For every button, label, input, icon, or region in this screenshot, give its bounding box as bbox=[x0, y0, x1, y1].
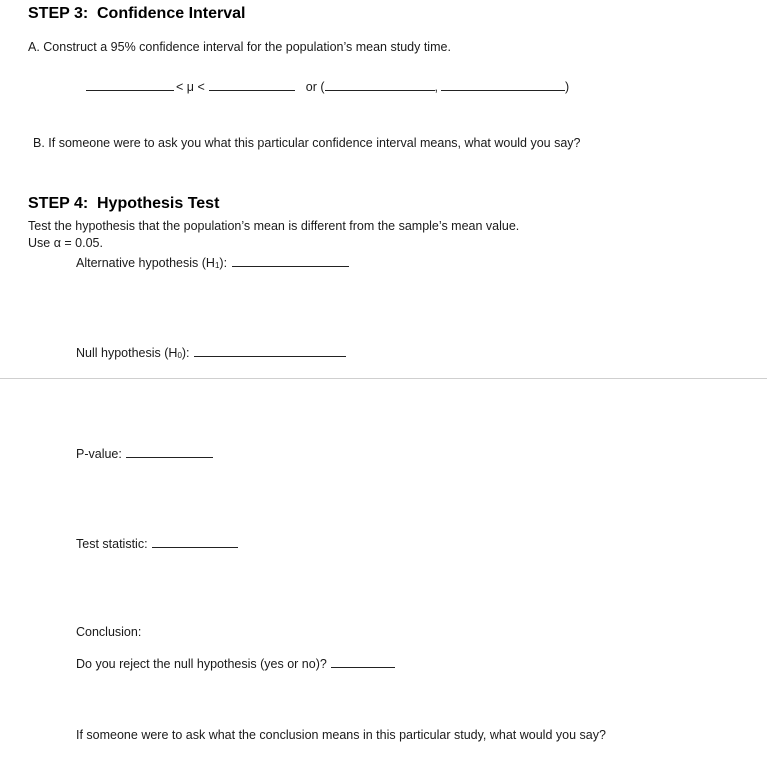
pvalue-row bbox=[76, 445, 213, 461]
step3-part-a: A. Construct a 95% confidence interval for the population’s mean study time. bbox=[28, 40, 451, 54]
conclusion-meaning-question: If someone were to ask what the conclusion means in this particular study, what would you say? bbox=[76, 728, 606, 742]
alternative-hypothesis-row bbox=[76, 254, 349, 270]
alpha-level: Use α = 0.05. bbox=[28, 236, 103, 250]
alt-hypothesis-blank[interactable] bbox=[232, 254, 349, 267]
step4-heading bbox=[28, 195, 219, 213]
alt-hypothesis-label: Alternative hypothesis $(H_1)$: bbox=[76, 256, 228, 270]
null-hypothesis-row bbox=[76, 344, 346, 360]
page-divider bbox=[0, 378, 767, 379]
step3-title: Confidence Interval bbox=[97, 5, 246, 22]
reject-null-blank[interactable] bbox=[331, 655, 395, 668]
or-open-paren: or ( bbox=[305, 80, 325, 94]
step3-heading bbox=[28, 5, 245, 23]
pvalue-blank[interactable] bbox=[126, 445, 213, 458]
step4-instruction: Test the hypothesis that the population’s mean is different from the sample’s mean value. bbox=[28, 219, 520, 233]
step3-label: STEP 3: bbox=[28, 5, 89, 22]
ci-interval-lower-blank[interactable] bbox=[325, 78, 435, 91]
test-statistic-blank[interactable] bbox=[152, 535, 238, 548]
reject-null-row bbox=[76, 655, 395, 671]
null-hypothesis-label: Null hypothesis $(H_0)$: bbox=[76, 346, 190, 360]
step4-title: Hypothesis Test bbox=[97, 195, 220, 212]
conclusion-label: Conclusion: bbox=[76, 625, 142, 639]
pvalue-label: P-value: bbox=[76, 447, 122, 461]
close-paren: ) bbox=[564, 80, 570, 94]
ci-interval-upper-blank[interactable] bbox=[441, 78, 565, 91]
reject-null-question: Do you reject the null hypothesis (yes or no)? bbox=[76, 657, 327, 671]
mu-inequality: < μ < bbox=[176, 80, 205, 94]
test-statistic-row bbox=[76, 535, 238, 551]
ci-lower-blank[interactable] bbox=[86, 78, 174, 91]
step4-label: STEP 4: bbox=[28, 195, 89, 212]
test-statistic-label: Test statistic: bbox=[76, 537, 148, 551]
interval-comma: , bbox=[434, 80, 438, 94]
null-hypothesis-blank[interactable] bbox=[194, 344, 346, 357]
ci-upper-blank[interactable] bbox=[209, 78, 295, 91]
step3-part-b: B. If someone were to ask you what this particular confidence interval means, what would you say? bbox=[33, 136, 581, 150]
ci-row bbox=[86, 78, 569, 94]
